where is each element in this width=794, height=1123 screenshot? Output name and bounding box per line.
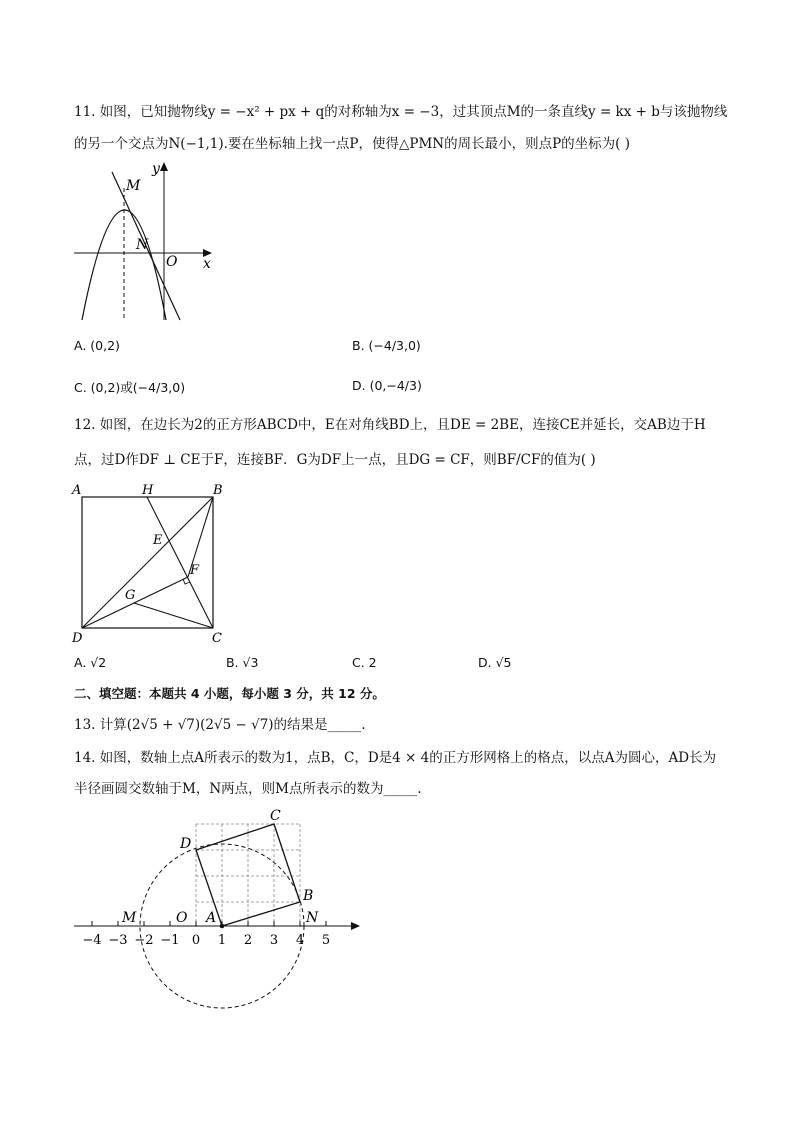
label-c: C (270, 808, 281, 824)
y-axis-arrow (160, 162, 168, 171)
line-gc (134, 603, 213, 628)
line-ch (147, 497, 213, 628)
label-o: O (176, 910, 188, 926)
tick-label: 3 (269, 933, 279, 948)
q14-number-line-figure (70, 800, 370, 1015)
q11-option-c[interactable]: C. (0,2)或(−4/3,0) (74, 380, 186, 395)
label-d: D (72, 631, 83, 646)
section-fill-in-header: 二、填空题：本题共 4 小题，每小题 3 分，共 12 分。 (74, 686, 385, 701)
q12-option-d[interactable]: D. √5 (478, 655, 512, 670)
q14-line2: 半径画圆交数轴于M，N两点，则M点所表示的数为_____. (74, 781, 422, 797)
label-m: M (126, 178, 141, 194)
tick-label: 4 (295, 933, 305, 948)
q14-line1: 14. 如图，数轴上点A所表示的数为1，点B，C，D是4 × 4的正方形网格上的格点，以点A为圆心，AD长为 (74, 750, 717, 766)
tick-label: −3 (108, 933, 128, 948)
q12-option-a[interactable]: A. √2 (74, 655, 107, 670)
label-g: G (125, 588, 136, 603)
label-f: F (190, 563, 200, 578)
q11-option-b[interactable]: B. (−4/3,0) (352, 338, 421, 353)
tick-label: 2 (243, 933, 253, 948)
tick-label: 0 (191, 933, 201, 948)
q11-option-a[interactable]: A. (0,2) (74, 338, 120, 353)
label-y: y (152, 161, 160, 177)
tick-label: −4 (82, 933, 102, 948)
q12-square-figure (70, 478, 232, 646)
point-a-dot (220, 924, 225, 929)
label-d: D (180, 836, 192, 852)
label-n: N (136, 237, 149, 253)
tick-label: −1 (160, 933, 180, 948)
label-o: O (166, 254, 178, 270)
q13-text: 13. 计算(2√5 + √7)(2√5 − √7)的结果是_____. (74, 717, 366, 733)
q12-option-b[interactable]: B. √3 (226, 655, 259, 670)
q12-line2: 点，过D作DF ⊥ CE于F，连接BF．G为DF上一点，且DG = CF，则BF/CF的值为( ) (74, 452, 596, 468)
label-x: x (203, 256, 211, 272)
q11-option-d[interactable]: D. (0,−4/3) (352, 378, 422, 393)
tick-label: −2 (134, 933, 154, 948)
tick-label: 5 (321, 933, 331, 948)
label-e: E (153, 533, 163, 548)
label-a: A (72, 483, 82, 498)
q11-line2: 的另一个交点为N(−1,1).要在坐标轴上找一点P，使得△PMN的周长最小，则点P的坐标为( ) (74, 136, 631, 152)
q12-line1: 12. 如图，在边长为2的正方形ABCD中，E在对角线BD上，且DE = 2BE，连接CE并延长，交AB边于H (74, 417, 706, 433)
label-h: H (142, 483, 154, 498)
label-b: B (303, 888, 314, 904)
label-n: N (306, 910, 319, 926)
tick-label: 1 (217, 933, 227, 948)
label-c: C (212, 631, 222, 646)
number-line-arrow (351, 922, 360, 930)
label-a: A (206, 910, 217, 926)
q12-option-c[interactable]: C. 2 (352, 655, 377, 670)
tick-labels (82, 933, 330, 948)
q11-parabola-figure (70, 160, 220, 322)
label-m: M (122, 910, 137, 926)
q11-line1: 11. 如图，已知抛物线y = −x² + px + q的对称轴为x = −3，过其顶点M的一条直线y = kx + b与该抛物线 (74, 104, 728, 120)
label-b: B (213, 483, 223, 498)
